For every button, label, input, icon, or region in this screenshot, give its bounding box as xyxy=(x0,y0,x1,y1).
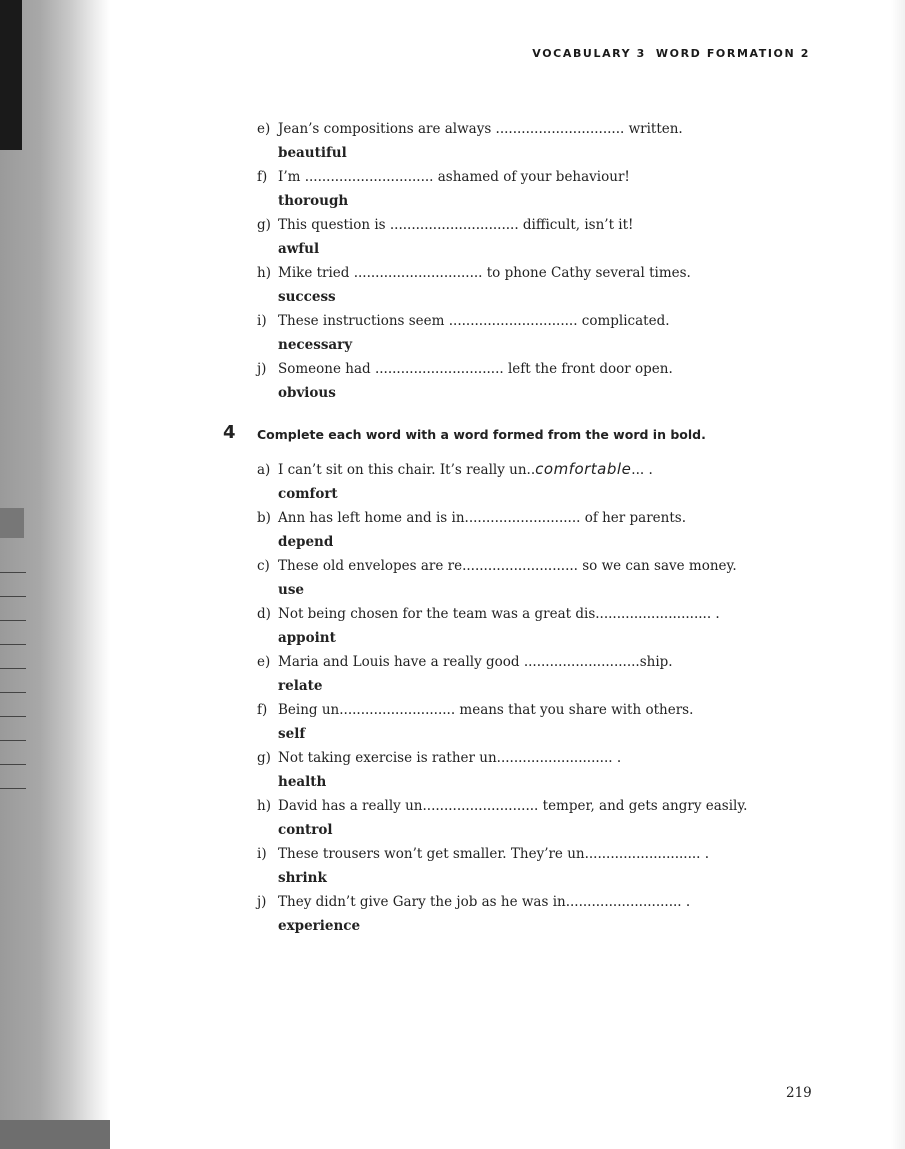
cue-word: thorough xyxy=(278,193,349,209)
example-item: a) I can’t sit on this chair. It’s really un..comfortable... . xyxy=(257,460,653,478)
header-section: VOCABULARY 3 xyxy=(532,47,646,60)
cue-word: control xyxy=(278,822,333,838)
cue-word: self xyxy=(278,726,306,742)
question-item: c) These old envelopes are re........................... so we can save money. xyxy=(257,558,737,574)
cue-word: obvious xyxy=(278,385,336,401)
spine-bottom-shadow xyxy=(0,1120,110,1149)
page-edge-shadow xyxy=(891,0,905,1149)
cue-word: shrink xyxy=(278,870,327,886)
cue-word: relate xyxy=(278,678,323,694)
spine-dark-strip xyxy=(0,0,22,150)
spine-line xyxy=(0,692,26,693)
question-item: j) They didn’t give Gary the job as he was in........................... . xyxy=(257,894,691,910)
spine-line xyxy=(0,716,26,717)
header-topic: WORD FORMATION 2 xyxy=(655,47,810,60)
cue-word: use xyxy=(278,582,305,598)
spine-line xyxy=(0,668,26,669)
question-item: i) These trousers won’t get smaller. They’re un........................... . xyxy=(257,846,710,862)
cue-word: success xyxy=(278,289,336,305)
spine-line xyxy=(0,764,26,765)
question-item: f) I’m .............................. ashamed of your behaviour! xyxy=(257,169,630,185)
spine-line xyxy=(0,572,26,573)
book-spine-shadow xyxy=(0,0,110,1149)
spine-line xyxy=(0,644,26,645)
question-item: f) Being un........................... means that you share with others. xyxy=(257,702,694,718)
cue-word: health xyxy=(278,774,327,790)
question-item: h) Mike tried .............................. to phone Cathy several times. xyxy=(257,265,691,281)
cue-word: experience xyxy=(278,918,361,934)
cue-word: appoint xyxy=(278,630,336,646)
spine-line xyxy=(0,740,26,741)
cue-word: comfort xyxy=(278,486,338,502)
cue-word: necessary xyxy=(278,337,353,353)
handwritten-answer: comfortable xyxy=(535,460,632,478)
question-item: e) Maria and Louis have a really good ...........................ship. xyxy=(257,654,673,670)
question-item: i) These instructions seem .............................. complicated. xyxy=(257,313,670,329)
cue-word: awful xyxy=(278,241,320,257)
question-item: d) Not being chosen for the team was a great dis........................... . xyxy=(257,606,720,622)
cue-word: beautiful xyxy=(278,145,347,161)
exercise-instruction: Complete each word with a word formed from the word in bold. xyxy=(257,427,706,442)
spine-tab xyxy=(0,508,24,538)
running-header xyxy=(532,47,810,60)
question-item: j) Someone had .............................. left the front door open. xyxy=(257,361,673,377)
question-item: b) Ann has left home and is in........................... of her parents. xyxy=(257,510,687,526)
spine-line xyxy=(0,788,26,789)
cue-word: depend xyxy=(278,534,334,550)
question-item: h) David has a really un........................... temper, and gets angry easily. xyxy=(257,798,748,814)
exercise-number: 4 xyxy=(223,422,236,443)
page-number: 219 xyxy=(786,1085,812,1101)
question-item: g) Not taking exercise is rather un........................... . xyxy=(257,750,622,766)
question-item: g) This question is .............................. difficult, isn’t it! xyxy=(257,217,634,233)
spine-line xyxy=(0,596,26,597)
spine-line xyxy=(0,620,26,621)
question-item: e) Jean’s compositions are always .............................. written. xyxy=(257,121,683,137)
